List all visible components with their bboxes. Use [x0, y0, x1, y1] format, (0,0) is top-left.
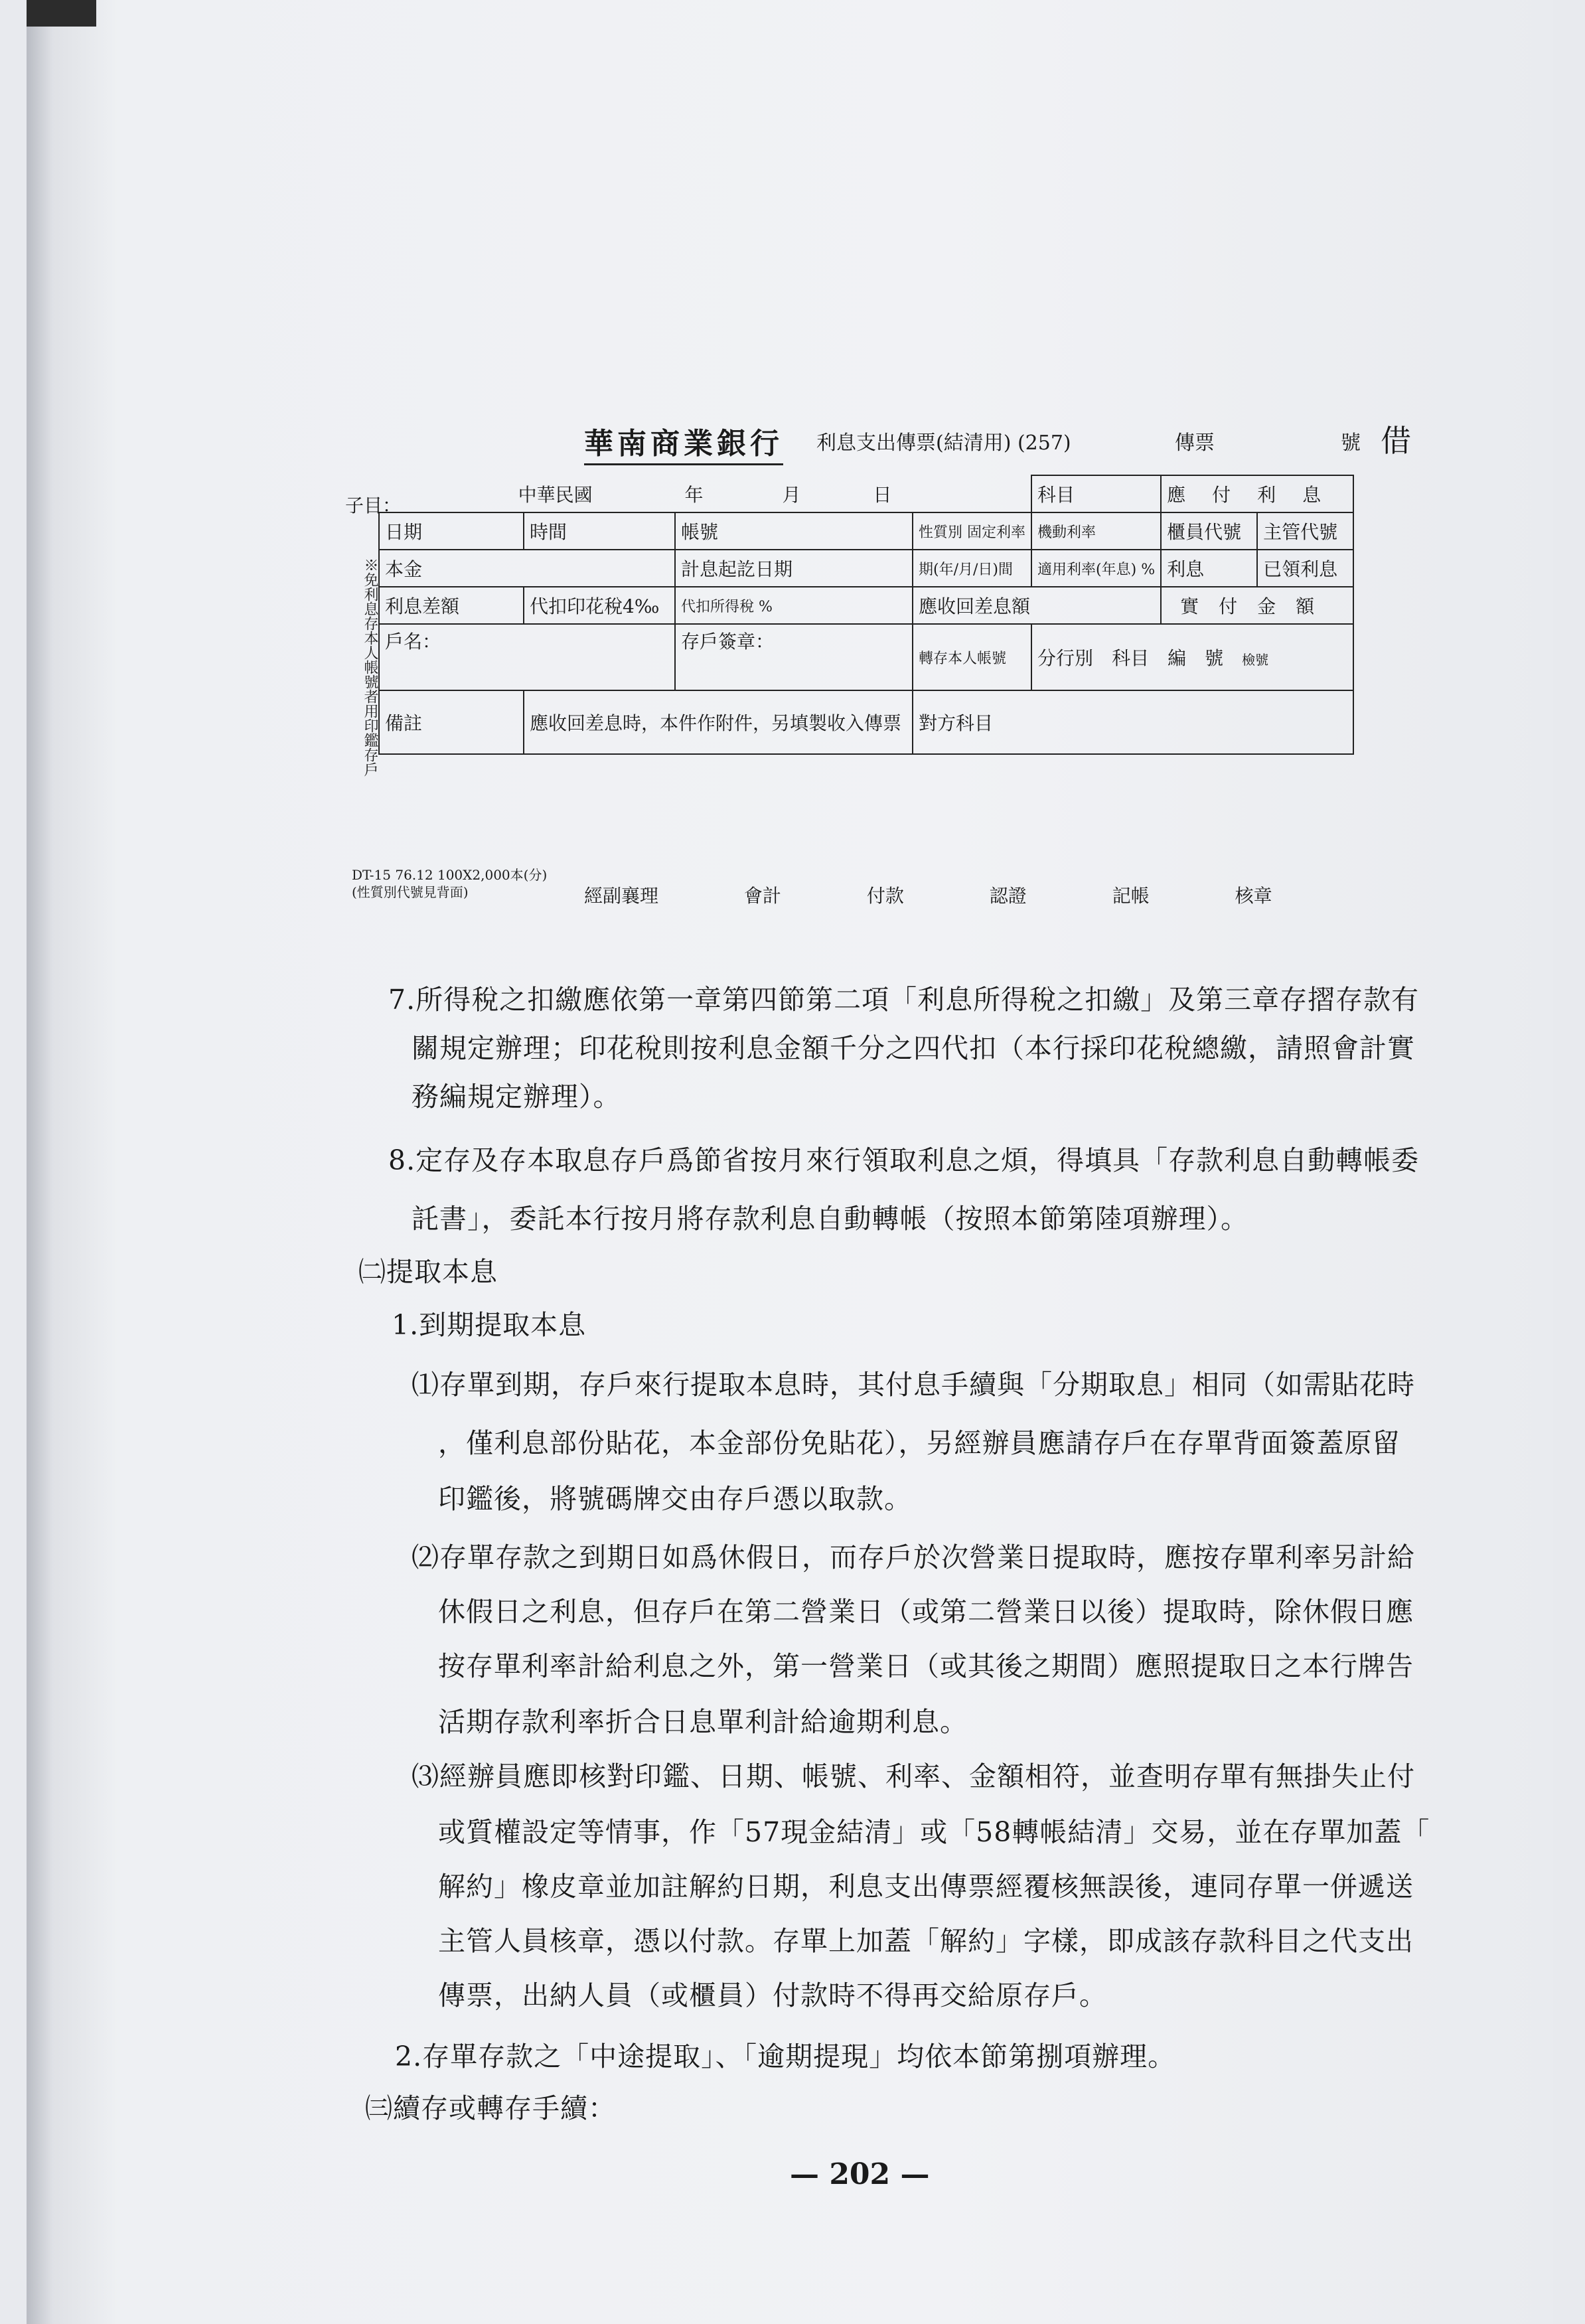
- form-code-note: (性質別代號見背面): [352, 884, 469, 900]
- text-line: 主管人員核章，憑以付款。存單上加蓋「解約」字樣，即成該存款科目之代支出: [438, 1925, 1414, 1957]
- cell-received-interest: 已領利息: [1257, 550, 1353, 587]
- section-heading: ㈡提取本息: [358, 1256, 498, 1288]
- signature-row: [584, 882, 1414, 908]
- text-line: ⑴存單到期，存戶來行提取本息時，其付息手續與「分期取息」相同（如需貼花時: [412, 1369, 1415, 1401]
- text-line: 或質權設定等情事，作「57現金結清」或「58轉帳結清」交易，並在存單加蓋「: [438, 1816, 1430, 1848]
- sign-payment: 付款: [866, 885, 904, 907]
- text-line: 關規定辦理；印花稅則按利息金額千分之四代扣（本行採印花稅總繳，請照會計實: [412, 1032, 1415, 1064]
- cell-counter-subject: 對方科目: [913, 690, 1353, 754]
- text-line: ，僅利息部份貼花，本金部份免貼花），另經辦員應請存戶在存單背面簽蓋原留: [438, 1427, 1400, 1459]
- text-line: 傳票，出納人員（或櫃員）付款時不得再交給原存戶。: [438, 1979, 1107, 2011]
- voucher-number-label: 傳票: [1175, 431, 1215, 455]
- bank-name: 華南商業銀行: [584, 420, 783, 465]
- cell-income-tax: 代扣所得稅 %: [675, 587, 913, 624]
- cell-manager-code: 主管代號: [1257, 512, 1353, 550]
- text-line: 活期存款利率折合日息單利計給逾期利息。: [438, 1706, 968, 1738]
- form-code-line: DT-15 76.12 100X2,000本(分): [352, 867, 548, 883]
- cell-transfer-account: 轉存本人帳號: [913, 624, 1031, 690]
- text-line: 解約」橡皮章並加註解約日期，利息支出傳票經覆核無誤後，連同存單一併遞送: [438, 1871, 1414, 1902]
- voucher-debit-mark: 借: [1381, 423, 1411, 459]
- cell-remark-text: 應收回差息時，本件作附件，另填製收入傳票: [524, 690, 913, 754]
- cell-applied-rate: 適用利率(年息) %: [1031, 550, 1161, 587]
- voucher-hao: 號: [1341, 431, 1361, 455]
- text-line: 休假日之利息，但存戶在第二營業日（或第二營業日以後）提取時，除休假日應: [438, 1596, 1414, 1628]
- sign-accounting: 會計: [743, 885, 781, 907]
- subsection-heading: 1.到期提取本息: [392, 1309, 587, 1341]
- binder-clip: [27, 0, 96, 27]
- subject-head: 科目: [1031, 475, 1161, 512]
- cell-interest-diff: 利息差額: [379, 587, 524, 624]
- sign-verify: 認證: [989, 885, 1027, 907]
- month-label: 月: [782, 483, 801, 506]
- cell-teller-code: 櫃員代號: [1161, 512, 1257, 550]
- cell-remark-label: 備註: [379, 690, 524, 754]
- section-heading: ㈢續存或轉存手續：: [365, 2092, 616, 2124]
- cell-period: 期(年/月/日)間: [913, 550, 1031, 587]
- voucher-title: 利息支出傳票(結清用) (257): [816, 431, 1071, 455]
- text-line: 務編規定辦理）。: [412, 1081, 621, 1113]
- date-prefix: 中華民國: [518, 483, 593, 506]
- voucher-table: [378, 475, 1354, 755]
- date-cell: [379, 475, 1031, 512]
- cell-time: 時間: [524, 512, 675, 550]
- table-row: [379, 512, 1353, 550]
- text-line: 2.存單存款之「中途提取」、「逾期提現」均依本節第捌項辦理。: [395, 2041, 1176, 2072]
- cell-principal: 本金: [379, 550, 675, 587]
- cell-recover-diff: 應收回差息額: [913, 587, 1161, 624]
- text-line: ⑵存單存款之到期日如爲休假日，而存戶於次營業日提取時，應按存單利率另計給: [412, 1541, 1415, 1573]
- table-row: [379, 690, 1353, 754]
- text-line: 8.定存及存本取息存戶爲節省按月來行領取利息之煩，得填具「存款利息自動轉帳委: [388, 1144, 1420, 1176]
- cell-period-range: 計息起訖日期: [675, 550, 913, 587]
- table-row: [379, 550, 1353, 587]
- cell-stamp-tax: 代扣印花稅4‰: [524, 587, 675, 624]
- cell-account-name: 戶名：: [379, 624, 675, 690]
- text-line: 託書」，委託本行按月將存款利息自動轉帳（按照本節第陸項辦理）。: [412, 1203, 1248, 1235]
- cell-account: 帳號: [675, 512, 913, 550]
- cell-date: 日期: [379, 512, 524, 550]
- cell-interest: 利息: [1161, 550, 1257, 587]
- text-line: 按存單利率計給利息之外，第一營業日（或其後之期間）應照提取日之本行牌告: [438, 1650, 1414, 1682]
- sign-manager: 經副襄理: [584, 885, 659, 907]
- page-number: — 202 —: [790, 2157, 930, 2191]
- cell-branch-subject: 分行別 科目 編 號 檢號: [1031, 624, 1353, 690]
- cell-float-rate: 機動利率: [1031, 512, 1161, 550]
- table-row: [379, 624, 1353, 690]
- subject-label: 子目：: [345, 495, 402, 516]
- page-shadow: [27, 0, 53, 2324]
- interest-voucher-form: [339, 412, 1434, 916]
- day-label: 日: [873, 483, 892, 506]
- cell-depositor-signature: 存戶簽章：: [675, 624, 913, 690]
- form-code: [352, 866, 547, 901]
- sign-approval: 核章: [1235, 885, 1272, 907]
- cell-nature: 性質別 固定利率: [913, 512, 1031, 550]
- sign-bookkeeping: 記帳: [1112, 885, 1150, 907]
- side-note: ※免利息存本人帳號者用印鑑存戶: [362, 558, 378, 777]
- text-line: 7.所得稅之扣繳應依第一章第四節第二項「利息所得稅之扣繳」及第三章存摺存款有: [388, 984, 1420, 1016]
- cell-actual-pay: 實付金額: [1161, 587, 1353, 624]
- table-row: [379, 475, 1353, 512]
- table-row: [379, 587, 1353, 624]
- year-label: 年: [684, 483, 704, 506]
- payable-interest: 應付利息: [1161, 475, 1353, 512]
- text-line: 印鑑後，將號碼牌交由存戶憑以取款。: [438, 1483, 912, 1515]
- text-line: ⑶經辦員應即核對印鑑、日期、帳號、利率、金額相符，並查明存單有無掛失止付: [412, 1760, 1415, 1792]
- document-page: [27, 0, 1553, 2324]
